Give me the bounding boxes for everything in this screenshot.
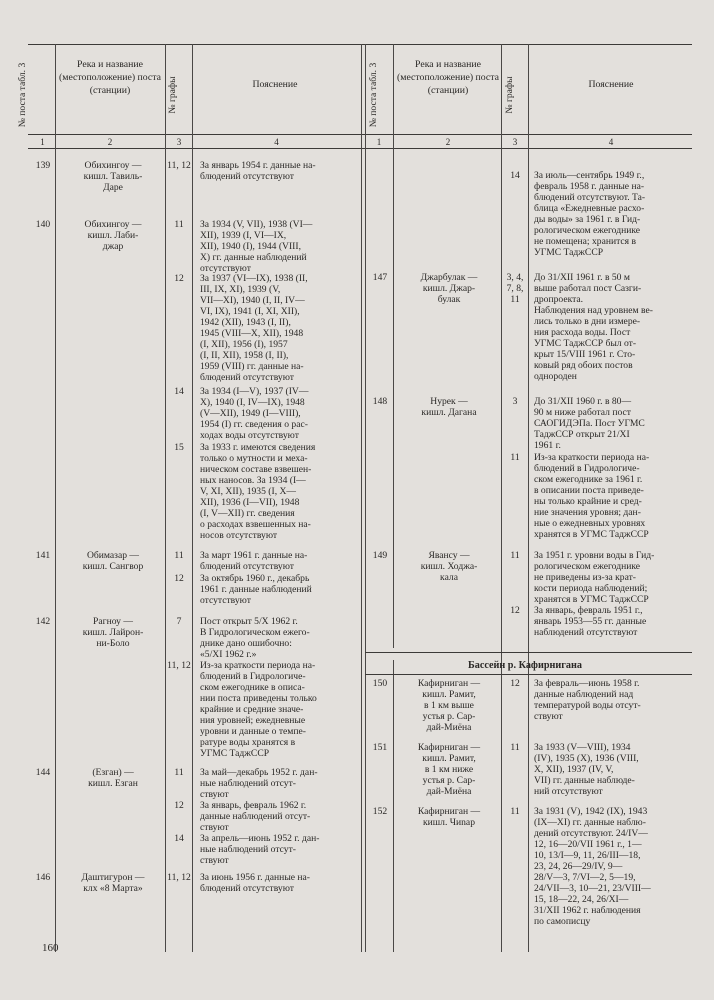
note-text: (V—XII), 1949 (I—VIII), [200, 408, 301, 419]
note-text: блюдений в Гидрологиче- [200, 671, 306, 682]
river-name: кишл. Чиnар [423, 817, 475, 828]
note-text: блица «Ежедневные расхо- [534, 203, 645, 214]
note-text: рологическом ежегоднике [534, 561, 641, 572]
river-name: кишл. Лаби- [87, 230, 139, 241]
grafa-number: 7, 8, [506, 283, 524, 294]
river-name: дай-Миёна [426, 786, 472, 797]
note-text: 1945 (VIII—X, XII), 1948 [200, 328, 304, 339]
note-text: За май—декабрь 1952 г. дан- [200, 767, 318, 778]
section-rule-bottom [365, 674, 692, 675]
column-number: 4 [608, 137, 614, 147]
river-name: булак [437, 294, 461, 305]
note-text: За 1933 (V—VIII), 1934 [534, 742, 631, 753]
note-text: дропроекта. [534, 294, 584, 305]
note-text: За июль—сентябрь 1949 г., [534, 170, 645, 181]
note-text: нии поста приведены только [200, 693, 317, 704]
river-name: кишл. Сангвор [82, 561, 144, 572]
post-number: 146 [35, 872, 51, 883]
note-text: блюдений отсутствуют [200, 171, 294, 182]
column-number: 3 [176, 137, 182, 147]
header-grafa-right: № графы [504, 76, 515, 114]
post-number: 142 [35, 616, 51, 627]
grafa-number: 11 [510, 294, 520, 305]
section-heading: Бассейн р. Кафирнигана [468, 660, 582, 671]
note-text: отсутствуют [200, 595, 251, 606]
river-name: кишл. Дагана [421, 407, 477, 418]
river-name: кишл. Лайрон- [82, 627, 144, 638]
river-name: Рагноу — [93, 616, 133, 627]
river-name: Кафирниган — [417, 678, 481, 689]
river-name: Явансу — [428, 550, 470, 561]
note-text: УГМС ТаджССР [534, 247, 604, 258]
note-text: (I, II, XII), 1958 (I, II), [200, 350, 289, 361]
note-text: ны только крайние и сред- [534, 496, 642, 507]
post-number: 144 [35, 767, 51, 778]
note-text: рологическом ежегоднике [534, 225, 641, 236]
note-text: ные о ежедневных уровнях [534, 518, 646, 529]
grafa-number: 11 [510, 742, 520, 753]
note-text: За июнь 1956 г. данные на- [200, 872, 311, 883]
river-name: кишл. Джар- [422, 283, 476, 294]
header-bottom-rule [28, 134, 692, 135]
note-text: лись только в дни измере- [534, 316, 641, 327]
note-text: УГМС ТаджССР был от- [534, 338, 637, 349]
note-text: 15, 18—22, 24, 26/XI— [534, 894, 629, 905]
river-name: ни-Боло [96, 638, 130, 649]
header-grafa: № графы [167, 76, 178, 114]
note-text: однороден [534, 371, 577, 382]
note-text: хранятся в УГМС ТаджССР [534, 529, 649, 540]
note-text: ковый ряд обоих постов [534, 360, 633, 371]
note-text: только о мутности и меха- [200, 453, 308, 464]
river-name: Кафирниган — [417, 806, 481, 817]
note-text: крайние и средние значе- [200, 704, 304, 715]
column-rule [528, 44, 529, 952]
grafa-number: 12 [174, 800, 184, 811]
note-text: 23, 24, 26—29/IV, 9— [534, 861, 623, 872]
note-text: УГМС ТаджССР [200, 748, 270, 759]
river-name: Нурек — [430, 396, 468, 407]
note-text: блюдений отсутствуют. Та- [534, 192, 646, 203]
post-number: 149 [372, 550, 388, 561]
grafa-number: 11 [174, 550, 184, 561]
page-number: 160 [42, 942, 59, 954]
note-text: За 1951 г. уровни воды в Гид- [534, 550, 655, 561]
note-text: наблюдений отсутствуют [534, 627, 638, 638]
note-text: не помещена; хранится в [534, 236, 636, 247]
column-number: 3 [512, 137, 518, 147]
note-text: До 31/XII 1961 г. в 50 м [534, 272, 630, 283]
note-text: ствуют [534, 711, 563, 722]
grafa-number: 11 [510, 550, 520, 561]
river-name: Обимазар — [86, 550, 140, 561]
note-text: ническом составе взвешен- [200, 464, 312, 475]
note-text: 12, 16—20/VII 1961 г., 1— [534, 839, 642, 850]
grafa-number: 15 [174, 442, 184, 453]
river-name: устья р. Сар- [422, 711, 476, 722]
river-name: (Езган) — [92, 767, 134, 778]
note-text: VI, IX), 1941 (I, XI, XII), [200, 306, 300, 317]
note-text: хранятся в УГМС ТаджССР [534, 594, 649, 605]
note-text: За октябрь 1960 г., декабрь [200, 573, 310, 584]
note-text: VII—XI), 1940 (I, II, IV— [200, 295, 305, 306]
note-text: отсутствуют [200, 263, 251, 274]
note-text: январь 1953—55 гг. данные [534, 616, 647, 627]
note-text: X) гг. данные наблюдений [200, 252, 307, 263]
header-note: Пояснение [252, 79, 298, 90]
note-text: блюдений отсутствуют [200, 883, 294, 894]
grafa-number: 12 [510, 678, 520, 689]
note-text: ходах воды отсутствуют [200, 430, 299, 441]
note-text: о расходах взвешенных на- [200, 519, 311, 530]
note-text: ствуют [200, 789, 229, 800]
note-text: 1942 (XII), 1943 (I, II), [200, 317, 291, 328]
header-river-right: Река и название (местоположение) поста (станции) [396, 59, 500, 96]
river-name: кала [440, 572, 458, 583]
note-text: В Гидрологическом ежего- [200, 627, 310, 638]
column-number: 2 [445, 137, 451, 147]
note-text: ных наносов. За 1934 (I— [200, 475, 306, 486]
column-number: 2 [107, 137, 113, 147]
note-text: 31/XII 1962 г. наблюдения [534, 905, 641, 916]
river-name: кишл. Рамит, [422, 689, 476, 700]
note-text: XII), 1936 (I—VII), 1948 [200, 497, 300, 508]
note-text: данные наблюдений отсут- [200, 811, 311, 822]
grafa-number: 12 [174, 573, 184, 584]
table-top-rule [28, 44, 692, 45]
river-name: в 1 км выше [424, 700, 474, 711]
note-text: V, XI, XII), 1935 (I, X— [200, 486, 297, 497]
post-number: 141 [35, 550, 51, 561]
river-name: кишл. Ходжа- [420, 561, 478, 572]
note-text: САОГИДЭПа. Пост УГМС [534, 418, 645, 429]
post-number: 147 [372, 272, 388, 283]
river-name: устья р. Сар- [422, 775, 476, 786]
note-text: ные наблюдений отсут- [200, 778, 296, 789]
center-divider [365, 44, 366, 952]
grafa-number: 11, 12 [167, 872, 191, 883]
note-text: Пост открыт 5/X 1962 г. [200, 616, 298, 627]
river-name: кишл. Рамит, [422, 753, 476, 764]
note-text: дений отсутствуют. 24/IV— [534, 828, 648, 839]
note-text: III, IX, XI), 1939 (V, [200, 284, 281, 295]
column-number: 1 [40, 137, 45, 147]
river-name: клх «8 Марта» [83, 883, 143, 894]
note-text: За январь 1954 г. данные на- [200, 160, 316, 171]
note-text: выше работал пост Сазги- [534, 283, 642, 294]
note-text: в описании поста приведе- [534, 485, 644, 496]
note-text: кости периода наблюдений; [534, 583, 648, 594]
river-name: дай-Миёна [426, 722, 472, 733]
grafa-number: 12 [174, 273, 184, 284]
grafa-number: 14 [174, 386, 184, 397]
grafa-number: 11 [174, 219, 184, 230]
note-text: температурой воды отсут- [534, 700, 641, 711]
note-text: За апрель—июнь 1952 г. дан- [200, 833, 320, 844]
column-rule [165, 44, 166, 952]
note-text: За март 1961 г. данные на- [200, 550, 308, 561]
note-text: блюдений отсутствуют [200, 372, 294, 383]
note-text: носов отсутствуют [200, 530, 278, 541]
note-text: Из-за краткости периода на- [200, 660, 316, 671]
note-text: не приведены из-за крат- [534, 572, 636, 583]
column-rule [393, 660, 394, 952]
note-text: За февраль—июнь 1958 г. [534, 678, 640, 689]
note-text: ТаджССР открыт 21/XI [534, 429, 630, 440]
note-text: XII), 1939 (I, VI—IX, [200, 230, 287, 241]
note-text: X), 1940 (I, IV—IX), 1948 [200, 397, 305, 408]
note-text: 90 м ниже работал пост [534, 407, 631, 418]
river-name: кишл. Езган [88, 778, 138, 789]
note-text: данные наблюдений над [534, 689, 634, 700]
note-text: 24/VII—3, 10—21, 23/VIII— [534, 883, 651, 894]
river-name: Обихингоу — [84, 219, 142, 230]
grafa-number: 11 [510, 452, 520, 463]
note-text: блюдений отсутствуют [200, 561, 294, 572]
note-text: X, XII), 1937 (IV, V, [534, 764, 614, 775]
note-text: 1961 г. [534, 440, 561, 451]
river-name: джар [102, 241, 124, 252]
river-name: Кафирниган — [417, 742, 481, 753]
grafa-number: 11 [510, 806, 520, 817]
note-text: ний отсутствуют [534, 786, 603, 797]
note-text: За январь, февраль 1951 г., [534, 605, 643, 616]
header-post-no-right: № поста табл. 3 [368, 62, 379, 128]
grafa-number: 12 [510, 605, 520, 616]
grafa-number: 3 [512, 396, 518, 407]
post-number: 152 [372, 806, 388, 817]
note-text: ствуют [200, 822, 229, 833]
note-text: (IV), 1935 (X), 1936 (VIII, [534, 753, 639, 764]
note-text: февраль 1958 г. данные на- [534, 181, 645, 192]
grafa-number: 3, 4, [506, 272, 524, 283]
note-text: ния уровней; ежедневные [200, 715, 306, 726]
note-text: 1954 (I) гг. сведения о рас- [200, 419, 308, 430]
note-text: ском ежегоднике за 1961 г. [534, 474, 643, 485]
grafa-number: 7 [176, 616, 182, 627]
note-text: 1959 (VIII) гг. данные на- [200, 361, 304, 372]
grafa-number: 14 [174, 833, 184, 844]
note-text: До 31/XII 1960 г. в 80— [534, 396, 632, 407]
grafa-number: 14 [510, 170, 520, 181]
note-text: 10, 13/I—9, 11, 26/III—18, [534, 850, 641, 861]
note-text: За 1931 (V), 1942 (IX), 1943 [534, 806, 648, 817]
river-name: Даштигурон — [81, 872, 145, 883]
note-text: ратуре воды хранятся в [200, 737, 296, 748]
note-text: ском ежегоднике в описа- [200, 682, 305, 693]
note-text: 1961 г. данные наблюдений [200, 584, 312, 595]
note-text: Наблюдения над уровнем ве- [534, 305, 653, 316]
river-name: кишл. Тавиль- [83, 171, 143, 182]
note-text: «5/XI 1962 г.» [200, 649, 257, 660]
column-rule [55, 44, 56, 952]
river-name: Даре [103, 182, 123, 193]
grafa-number: 11, 12 [167, 660, 191, 671]
section-rule-top [365, 652, 692, 653]
note-text: ние значения уровня; дан- [534, 507, 641, 518]
header-river: Река и название (местоположение) поста (станции) [58, 59, 162, 96]
note-text: блюдений в Гидрологиче- [534, 463, 640, 474]
note-text: XII), 1940 (I), 1944 (VIII, [200, 241, 301, 252]
grafa-number: 11, 12 [167, 160, 191, 171]
post-number: 139 [35, 160, 51, 171]
header-post-no: № поста табл. 3 [17, 62, 28, 128]
note-text: по самописцу [534, 916, 591, 927]
note-text: За 1934 (V, VII), 1938 (VI— [200, 219, 313, 230]
note-text: ды воды» за 1961 г. в Гид- [534, 214, 641, 225]
number-row-rule [28, 148, 692, 149]
column-rule [192, 44, 193, 952]
note-text: ные наблюдений отсут- [200, 844, 296, 855]
note-text: крыт 15/VIII 1961 г. Сто- [534, 349, 636, 360]
note-text: VII) гг. данные наблюде- [534, 775, 635, 786]
river-name: Обихингоу — [84, 160, 142, 171]
column-rule [361, 44, 362, 952]
note-text: днике дано ошибочно: [200, 638, 292, 649]
post-number: 151 [372, 742, 388, 753]
note-text: (IX—XI) гг. данные наблю- [534, 817, 646, 828]
post-number: 150 [372, 678, 388, 689]
note-text: (I, V—XII) гг. сведения [200, 508, 295, 519]
note-text: ствуют [200, 855, 229, 866]
river-name: в 1 км ниже [424, 764, 474, 775]
column-rule [393, 44, 394, 648]
note-text: 28/V—3, 7/VI—2, 5—19, [534, 872, 636, 883]
post-number: 148 [372, 396, 388, 407]
header-note-right: Пояснение [588, 79, 634, 90]
note-text: (I, XII), 1956 (I), 1957 [200, 339, 288, 350]
note-text: Из-за краткости периода на- [534, 452, 650, 463]
note-text: ния расхода воды. Пост [534, 327, 631, 338]
grafa-number: 11 [174, 767, 184, 778]
note-text: За 1934 (I—V), 1937 (IV— [200, 386, 309, 397]
post-number: 140 [35, 219, 51, 230]
river-name: Джарбулак — [420, 272, 478, 283]
note-text: За 1933 г. имеются сведения [200, 442, 316, 453]
column-number: 4 [274, 137, 279, 147]
column-number: 1 [376, 137, 382, 147]
note-text: уровни и данные о темпе- [200, 726, 306, 737]
note-text: За январь, февраль 1962 г. [200, 800, 307, 811]
note-text: За 1937 (VI—IX), 1938 (II, [200, 273, 308, 284]
